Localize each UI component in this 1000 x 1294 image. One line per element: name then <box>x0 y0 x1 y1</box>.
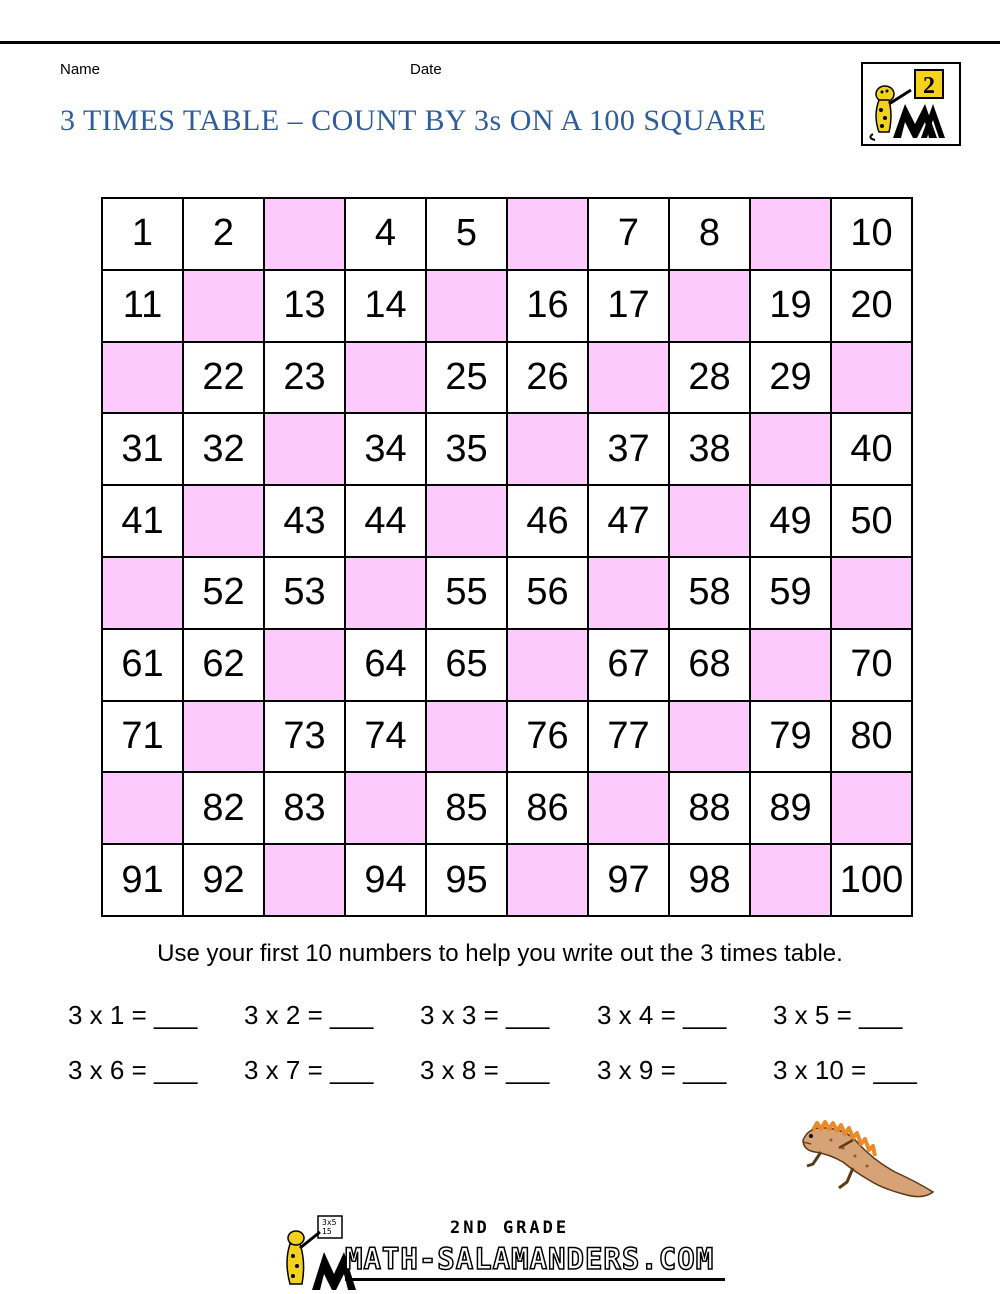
grid-row <box>102 485 912 557</box>
equation-row-1 <box>68 1000 968 1034</box>
grid-cell: 26 <box>507 342 588 414</box>
grid-cell: 74 <box>345 701 426 773</box>
grid-cell-blank <box>669 270 750 342</box>
grid-cell-blank <box>588 772 669 844</box>
grid-cell: 40 <box>831 413 912 485</box>
grid-row <box>102 701 912 773</box>
grid-cell: 35 <box>426 413 507 485</box>
grid-cell: 85 <box>426 772 507 844</box>
equation-3x2: 3 x 2 = ___ <box>244 1000 374 1030</box>
grid-row <box>102 270 912 342</box>
logo-badge-number: 2 <box>923 73 935 99</box>
grid-cell-blank <box>588 342 669 414</box>
grid-cell: 82 <box>183 772 264 844</box>
grid-row <box>102 772 912 844</box>
grid-cell-blank <box>102 772 183 844</box>
grid-cell-blank <box>588 557 669 629</box>
grid-cell: 29 <box>750 342 831 414</box>
grid-cell: 14 <box>345 270 426 342</box>
grid-cell: 91 <box>102 844 183 916</box>
grid-cell: 52 <box>183 557 264 629</box>
equation-row-2 <box>68 1055 968 1089</box>
grid-cell-blank <box>264 413 345 485</box>
grid-cell: 32 <box>183 413 264 485</box>
equation-3x1: 3 x 1 = ___ <box>68 1000 198 1030</box>
footer-site-name: MATH-SALAMANDERS.COM <box>345 1242 715 1276</box>
grid-cell: 68 <box>669 629 750 701</box>
grid-row <box>102 557 912 629</box>
grid-cell: 50 <box>831 485 912 557</box>
grid-cell: 49 <box>750 485 831 557</box>
grid-cell-blank <box>345 342 426 414</box>
grid-cell: 83 <box>264 772 345 844</box>
grid-cell: 41 <box>102 485 183 557</box>
grid-cell: 22 <box>183 342 264 414</box>
grid-cell: 86 <box>507 772 588 844</box>
grid-cell-blank <box>102 342 183 414</box>
grid-cell: 31 <box>102 413 183 485</box>
salamander-icon <box>795 1118 940 1213</box>
grid-cell-blank <box>183 485 264 557</box>
grid-cell-blank <box>426 270 507 342</box>
grid-cell: 46 <box>507 485 588 557</box>
equation-3x6: 3 x 6 = ___ <box>68 1055 198 1085</box>
grid-row <box>102 198 912 270</box>
grid-row <box>102 413 912 485</box>
equation-3x5: 3 x 5 = ___ <box>773 1000 903 1030</box>
footer-grade: 2ND GRADE <box>450 1218 570 1238</box>
grid-cell-blank <box>831 557 912 629</box>
name-label: Name <box>60 61 101 78</box>
grid-cell: 62 <box>183 629 264 701</box>
grid-cell-blank <box>831 772 912 844</box>
grid-cell-blank <box>750 413 831 485</box>
grid-cell-blank <box>426 485 507 557</box>
grid-cell: 89 <box>750 772 831 844</box>
grid-cell: 23 <box>264 342 345 414</box>
grid-cell-blank <box>345 557 426 629</box>
grid-cell: 95 <box>426 844 507 916</box>
grid-cell: 4 <box>345 198 426 270</box>
grid-cell: 67 <box>588 629 669 701</box>
grade-logo <box>861 62 961 146</box>
grid-cell: 73 <box>264 701 345 773</box>
grid-cell-blank <box>183 270 264 342</box>
grid-cell: 76 <box>507 701 588 773</box>
grid-cell: 16 <box>507 270 588 342</box>
grid-cell: 88 <box>669 772 750 844</box>
grid-cell: 47 <box>588 485 669 557</box>
grid-cell-blank <box>507 413 588 485</box>
grid-cell-blank <box>183 701 264 773</box>
grid-cell-blank <box>345 772 426 844</box>
grid-cell: 53 <box>264 557 345 629</box>
grid-cell: 65 <box>426 629 507 701</box>
grid-cell: 70 <box>831 629 912 701</box>
grid-cell: 1 <box>102 198 183 270</box>
grid-cell: 56 <box>507 557 588 629</box>
grid-cell: 28 <box>669 342 750 414</box>
footer-sign-text: 3x5 15 <box>322 1218 337 1236</box>
grid-cell: 80 <box>831 701 912 773</box>
equation-3x9: 3 x 9 = ___ <box>597 1055 727 1085</box>
grid-cell: 92 <box>183 844 264 916</box>
grid-cell-blank <box>507 198 588 270</box>
grid-cell: 37 <box>588 413 669 485</box>
grid-cell: 38 <box>669 413 750 485</box>
grid-cell: 44 <box>345 485 426 557</box>
footer-underline <box>345 1278 725 1281</box>
grid-cell: 5 <box>426 198 507 270</box>
grid-row <box>102 629 912 701</box>
grid-cell: 98 <box>669 844 750 916</box>
grid-row <box>102 844 912 916</box>
grid-cell: 71 <box>102 701 183 773</box>
grid-cell: 61 <box>102 629 183 701</box>
grid-cell-blank <box>264 198 345 270</box>
grid-cell-blank <box>102 557 183 629</box>
grid-cell: 94 <box>345 844 426 916</box>
grid-cell: 97 <box>588 844 669 916</box>
grid-cell: 10 <box>831 198 912 270</box>
grid-cell-blank <box>669 701 750 773</box>
page-title: 3 TIMES TABLE – COUNT BY 3s ON A 100 SQUARE <box>60 104 767 137</box>
grid-cell-blank <box>507 844 588 916</box>
grid-row <box>102 342 912 414</box>
top-rule <box>0 41 1000 44</box>
grid-cell: 17 <box>588 270 669 342</box>
equation-3x4: 3 x 4 = ___ <box>597 1000 727 1030</box>
grid-cell-blank <box>426 701 507 773</box>
grid-cell: 64 <box>345 629 426 701</box>
date-label: Date <box>410 61 442 78</box>
grid-cell: 13 <box>264 270 345 342</box>
equation-3x7: 3 x 7 = ___ <box>244 1055 374 1085</box>
grid-cell: 55 <box>426 557 507 629</box>
grid-cell-blank <box>264 844 345 916</box>
grid-cell: 43 <box>264 485 345 557</box>
grid-cell-blank <box>750 198 831 270</box>
grid-cell: 2 <box>183 198 264 270</box>
equation-3x10: 3 x 10 = ___ <box>773 1055 917 1085</box>
grid-cell: 19 <box>750 270 831 342</box>
salamander-logo-icon <box>863 64 959 144</box>
grid-cell-blank <box>750 629 831 701</box>
grid-cell: 100 <box>831 844 912 916</box>
grid-cell: 11 <box>102 270 183 342</box>
hundred-square <box>101 197 913 917</box>
equation-3x3: 3 x 3 = ___ <box>420 1000 550 1030</box>
grid-cell-blank <box>831 342 912 414</box>
grid-cell-blank <box>750 844 831 916</box>
instruction-text: Use your first 10 numbers to help you write out the 3 times table. <box>157 940 843 967</box>
equation-3x8: 3 x 8 = ___ <box>420 1055 550 1085</box>
grid-cell-blank <box>669 485 750 557</box>
grid-cell: 58 <box>669 557 750 629</box>
grid-cell: 25 <box>426 342 507 414</box>
salamander-illustration <box>795 1118 940 1213</box>
grid-cell: 20 <box>831 270 912 342</box>
grid-cell: 79 <box>750 701 831 773</box>
grid-cell-blank <box>264 629 345 701</box>
grid-cell: 7 <box>588 198 669 270</box>
grid-cell: 8 <box>669 198 750 270</box>
grid-cell: 34 <box>345 413 426 485</box>
grid-cell-blank <box>507 629 588 701</box>
grid-cell: 59 <box>750 557 831 629</box>
grid-cell: 77 <box>588 701 669 773</box>
